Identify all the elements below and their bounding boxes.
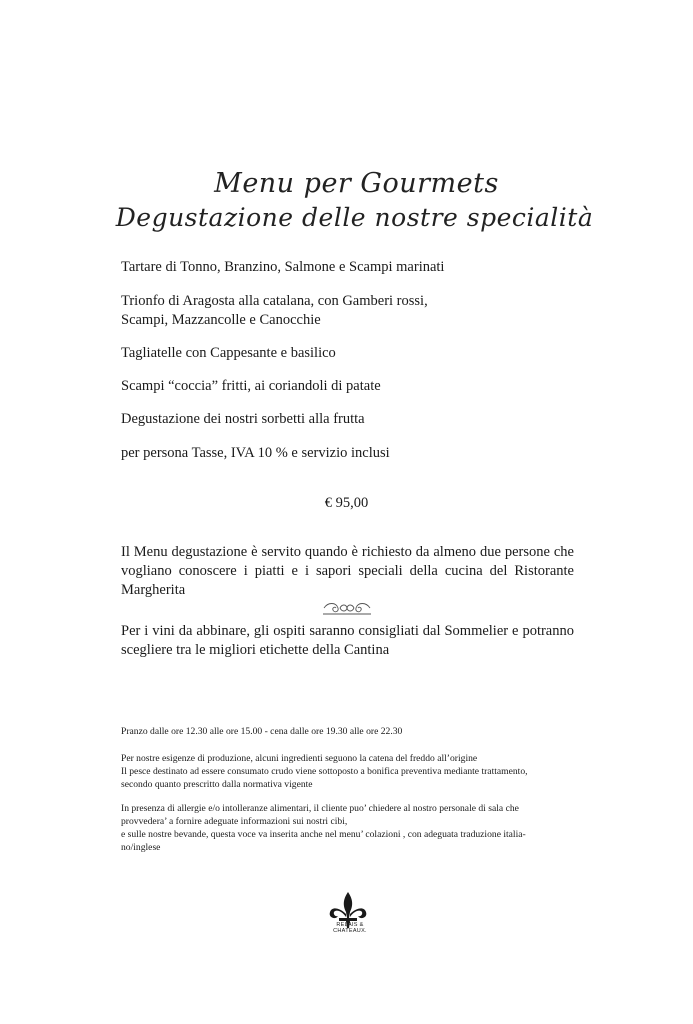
menu-subtitle: Degustazione delle nostre specialità	[115, 203, 594, 232]
vini-note: Per i vini da abbinare, gli ospiti saranno consigliati dal Sommelier e potranno scegliere tra le migliori etichette della Cantina	[121, 623, 574, 658]
logo-text: RELAIS &	[336, 922, 364, 928]
degustazione-note: Il Menu degustazione è servito quando è richiesto da almeno due persone che vogliano conoscere i piatti e i sapori speciali della cucina del Ristorante Margherita	[121, 544, 574, 598]
orari-text: Pranzo dalle ore 12.30 alle ore 15.00 - cena dalle ore 19.30 alle ore 22.30	[121, 726, 403, 737]
dish-item-continued: Scampi, Mazzancolle e Canocchie	[121, 312, 321, 328]
dish-item: Trionfo di Aragosta alla catalana, con Gamberi rossi,	[121, 293, 428, 309]
allergie-line: no/inglese	[121, 842, 161, 853]
logo-text: CHATEAUX.	[333, 928, 367, 934]
menu-price: € 95,00	[324, 495, 369, 511]
dish-item: Tagliatelle con Cappesante e basilico	[121, 345, 336, 361]
menu-title: Menu per Gourmets	[214, 168, 499, 199]
produzione-line: Per nostre esigenze di produzione, alcuni ingredienti seguono la catena del freddo all’origine	[121, 753, 478, 764]
ornament-divider-icon	[322, 600, 372, 616]
price-note: per persona Tasse, IVA 10 % e servizio inclusi	[121, 445, 390, 461]
allergie-line: provvedera’ a fornire adeguate informazioni sui nostri cibi,	[121, 816, 348, 827]
dish-item: Scampi “coccia” fritti, ai coriandoli di patate	[121, 378, 381, 394]
dish-item: Degustazione dei nostri sorbetti alla frutta	[121, 411, 365, 427]
produzione-line: Il pesce destinato ad essere consumato crudo viene sottoposto a bonifica preventiva mediante trattamento,	[121, 766, 528, 777]
allergie-line: In presenza di allergie e/o intolleranze alimentari, il cliente puo’ chiedere al nostro personale di sala che	[121, 803, 519, 814]
allergie-line: e sulle nostre bevande, questa voce va inserita anche nel menu’ colazioni , con adeguata traduzione italia-	[121, 829, 526, 840]
produzione-line: secondo quanto prescritto dalla normativa vigente	[121, 779, 313, 790]
dish-item: Tartare di Tonno, Branzino, Salmone e Scampi marinati	[121, 259, 445, 275]
